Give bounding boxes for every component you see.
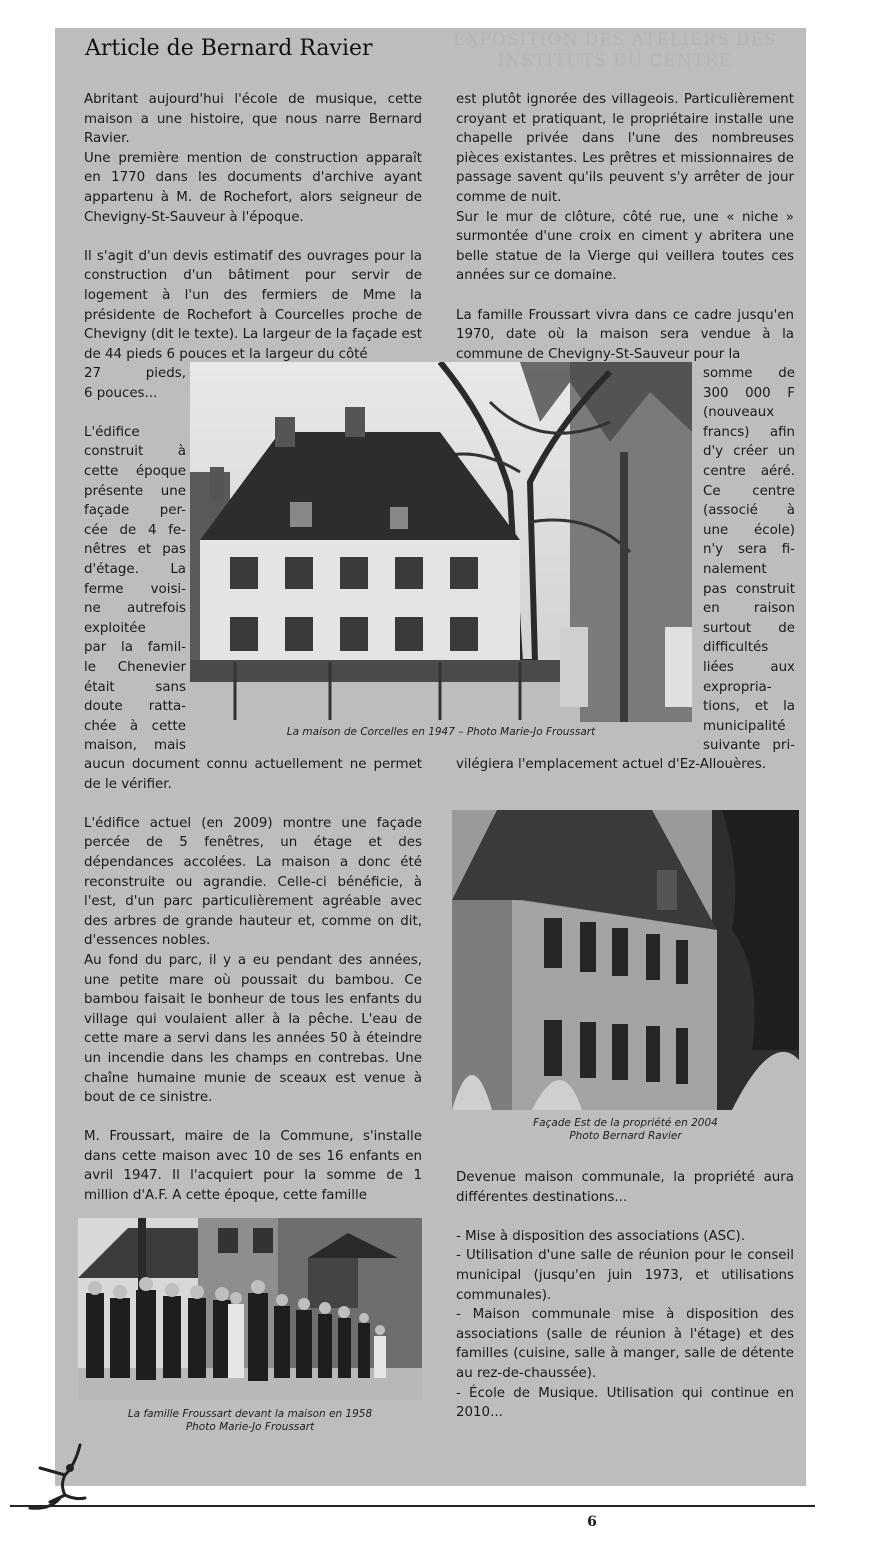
caption-photo-2004-line1: Façade Est de la propriété en 2004 bbox=[533, 1117, 718, 1129]
article-title: Article de Bernard Ravier bbox=[85, 36, 373, 61]
narrow-line: exploitée bbox=[84, 620, 146, 636]
left-column-bottom bbox=[84, 755, 422, 1206]
list-item: - Maison communale mise à disposition des associations (salle de réunion à l'étage) et des familles (cuisine, salle à manger, salle de détente au rez-de-chaussée). bbox=[456, 1307, 794, 1381]
narrow-line: maison, mais bbox=[84, 738, 186, 754]
narrow-line: (nouveaux bbox=[703, 405, 775, 421]
narrow-line: n'y sera fi- bbox=[703, 542, 795, 558]
page-number: 6 bbox=[587, 1514, 597, 1530]
right-column-middle bbox=[456, 755, 794, 775]
narrow-line: (associé à bbox=[703, 503, 795, 519]
paragraph-communal: Devenue maison communale, la propriété aura différentes destinations... bbox=[456, 1170, 794, 1205]
right-column-top bbox=[456, 90, 794, 364]
right-column-bottom bbox=[456, 1168, 794, 1423]
photo-facade-2004 bbox=[452, 810, 799, 1110]
narrow-line: façade per- bbox=[84, 503, 186, 519]
facade-2004-image bbox=[452, 810, 799, 1110]
caption-photo-1958-line2: Photo Marie-Jo Froussart bbox=[185, 1421, 315, 1433]
left-narrow-column bbox=[84, 364, 186, 756]
narrow-line: L'édifice bbox=[84, 424, 140, 440]
caption-photo-1947: La maison de Corcelles en 1947 – Photo Marie-Jo Froussart bbox=[286, 726, 596, 738]
narrow-line: liées aux bbox=[703, 659, 795, 675]
paragraph-devis: Il s'agit d'un devis estimatif des ouvrages pour la construction d'un bâtiment pour servir de logement à l'un des fermiers de Mme la présidente de Rochefort à Courcelles proche de Chevigny (dit le texte). La largeur de la façade est de 44 pieds 6 pouces et la largeur du côté bbox=[84, 248, 422, 362]
narrow-line: nalement bbox=[703, 561, 767, 577]
family-1958-image bbox=[78, 1218, 422, 1400]
photo-house-1947 bbox=[190, 362, 692, 722]
paragraph-chapel: est plutôt ignorée des villageois. Particulièrement croyant et pratiquant, le propriétaire installe une chapelle privée dans l'une des nombreuses pièces existantes. Les prêtres et missionnaires de passage savent qu'ils peuvent s'y arrêter de jour comme de nuit. bbox=[456, 92, 794, 205]
narrow-line: construit à bbox=[84, 444, 186, 460]
narrow-line: surtout de bbox=[703, 620, 795, 636]
narrow-line: cette époque bbox=[84, 463, 186, 479]
narrow-line: par la famil- bbox=[84, 640, 186, 656]
narrow-line: difficultés bbox=[703, 640, 769, 656]
narrow-line: 6 pouces... bbox=[84, 385, 158, 401]
narrow-line: d'y créer un bbox=[703, 444, 795, 460]
narrow-line: 27 pieds, bbox=[84, 366, 186, 381]
narrow-line: nêtres et pas bbox=[84, 542, 186, 558]
dancer-logo-icon bbox=[20, 1440, 100, 1520]
photo-family-1958 bbox=[78, 1218, 422, 1400]
narrow-line: ne autrefois bbox=[84, 601, 186, 617]
narrow-line: somme de bbox=[703, 366, 795, 381]
list-item: - École de Musique. Utilisation qui continue en 2010... bbox=[456, 1385, 794, 1421]
list-item: - Mise à disposition des associations (ASC). bbox=[456, 1228, 745, 1244]
caption-photo-1958-line1: La famille Froussart devant la maison en 1958 bbox=[127, 1408, 373, 1420]
narrow-line: présente une bbox=[84, 483, 186, 499]
paragraph-pond: Au fond du parc, il y a eu pendant des années, une petite mare où poussait du bambou. Ce bambou faisait le bonheur de tous les enfants du village qui voulaient aller à la pêche. L'eau de cette mare a servi dans les années 50 à éteindre un incendie dans les champs en contrebas. Une chaîne humaine munie de sceaux est venue à bout de ce sinistre. bbox=[84, 952, 422, 1106]
caption-photo-1958 bbox=[78, 1408, 422, 1434]
narrow-line: doute ratta- bbox=[84, 699, 186, 715]
caption-photo-2004 bbox=[452, 1117, 799, 1143]
right-narrow-column bbox=[703, 364, 795, 756]
narrow-line: ferme voisi- bbox=[84, 581, 186, 597]
paragraph-sale: La famille Froussart vivra dans ce cadre jusqu'en 1970, date où la maison sera vendue à la commune de Chevigny-St-Sauveur pour la bbox=[456, 307, 794, 362]
narrow-line: municipalité bbox=[703, 718, 786, 734]
paragraph-intro: Abritant aujourd'hui l'école de musique, cette maison a une histoire, que nous narre Bernard Ravier. bbox=[84, 92, 422, 147]
narrow-line: pas construit bbox=[703, 581, 795, 597]
watermark-text: EXPOSITION DES ATELIERS DES INSTITUTS DU CENTRE bbox=[453, 30, 777, 71]
narrow-line: 300 000 F bbox=[703, 385, 795, 401]
paragraph-froussart: M. Froussart, maire de la Commune, s'installe dans cette maison avec 10 de ses 16 enfants en avril 1947. Il l'acquiert pour la somme de 1 million d'A.F. A cette époque, cette famille bbox=[84, 1129, 422, 1204]
narrow-line: était sans bbox=[84, 679, 186, 695]
paragraph-niche: Sur le mur de clôture, côté rue, une « niche » surmontée d'une croix en ciment y abritera une belle statue de la Vierge qui veillera toutes ces années sur ce domaine. bbox=[456, 209, 794, 284]
house-1947-image bbox=[190, 362, 692, 722]
paragraph-ez-alloueres: vilégiera l'emplacement actuel d'Ez-Allouères. bbox=[456, 757, 766, 772]
paragraph-no-document: aucun document connu actuellement ne permet de le vérifier. bbox=[84, 757, 422, 792]
narrow-line: chée à cette bbox=[84, 718, 186, 734]
narrow-line: une école) bbox=[703, 522, 795, 538]
list-item: - Utilisation d'une salle de réunion pour le conseil municipal (jusqu'en juin 1973, et utilisations communales). bbox=[456, 1248, 794, 1303]
narrow-line: cée de 4 fe- bbox=[84, 522, 186, 538]
narrow-line: le Chenevier bbox=[84, 659, 186, 675]
narrow-line: expropria- bbox=[703, 679, 772, 695]
paragraph-first-mention: Une première mention de construction apparaît en 1770 dans les documents d'archive ayant appartenu à M. de Rochefort, alors seigneur de Chevigny-St-Sauveur à l'époque. bbox=[84, 150, 422, 225]
narrow-line: d'étage. La bbox=[84, 561, 186, 577]
footer-rule bbox=[10, 1505, 815, 1507]
narrow-line: en raison bbox=[703, 601, 795, 617]
narrow-line: suivante pri- bbox=[703, 738, 795, 754]
paragraph-current-building: L'édifice actuel (en 2009) montre une façade percée de 5 fenêtres, un étage et des dépendances accolées. La maison a donc été reconstruite ou agrandie. Celle-ci bénéficie, à l'est, d'un parc particulièrement agréable avec des arbres de grande hauteur et, comme on dit, d'essences nobles. bbox=[84, 815, 422, 949]
narrow-line: Ce centre bbox=[703, 483, 795, 499]
caption-photo-2004-line2: Photo Bernard Ravier bbox=[569, 1130, 682, 1142]
narrow-line: francs) afin bbox=[703, 424, 795, 440]
left-column-top bbox=[84, 90, 422, 364]
narrow-line: centre aéré. bbox=[703, 463, 795, 479]
narrow-line: tions, et la bbox=[703, 699, 795, 715]
